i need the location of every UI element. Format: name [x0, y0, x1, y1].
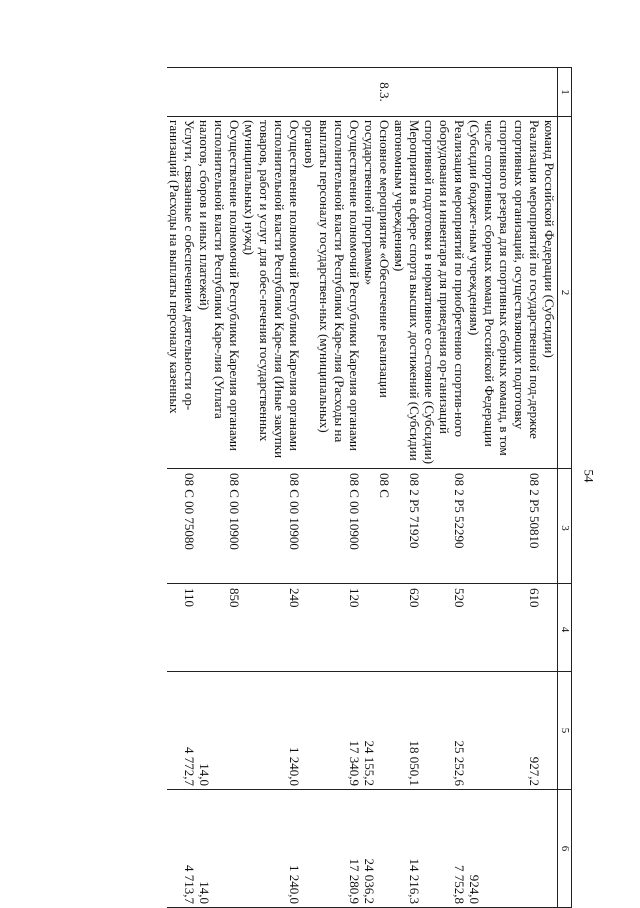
row-value-1: 18 050,1 [392, 672, 422, 790]
row-value-1: 25 252,6 [422, 672, 467, 790]
row-value-2 [542, 790, 558, 908]
table-row [302, 68, 362, 908]
row-section [197, 68, 242, 117]
row-section [392, 68, 422, 117]
row-name-text: команд Российской Федерации (Субсидии) [542, 120, 557, 358]
row-name [242, 117, 302, 469]
table-row [392, 68, 422, 908]
row-type: 620 [392, 584, 422, 672]
row-name [362, 117, 392, 469]
table-row [197, 68, 242, 908]
row-name [422, 117, 467, 469]
budget-table [167, 67, 572, 908]
row-value-1 [542, 672, 558, 790]
row-code: 08 С [362, 469, 392, 584]
row-name [302, 117, 362, 469]
row-name-text: Услуги, связанные с обеспечением деятельности ор-ганизаций (Расходы на выплаты персоналу казенных [167, 120, 197, 414]
row-name [197, 117, 242, 469]
row-value-2: 924,0 [467, 790, 542, 908]
page-number: 54 [581, 469, 597, 483]
row-type: 850 [197, 584, 242, 672]
row-name-text: Основное мероприятие «Обеспечение реализации государственной программы» [362, 120, 392, 398]
row-value-1: 24 155,2 [362, 672, 392, 790]
row-code: 08 С 00 75080 [167, 469, 197, 584]
row-section [467, 68, 542, 117]
row-name [167, 117, 197, 469]
row-code: 08 С 00 10900 [302, 469, 362, 584]
row-section [167, 68, 197, 117]
row-section [302, 68, 362, 117]
row-name-text: Реализация мероприятий по государственной под-держке спортивных организаций, осуществляющих подготовку спортивного резерва для спортивных сборных команд, в том числе спортивных сборных команд Российской Федерации (Субсидии бюджет-ным учреждениям) [467, 120, 542, 456]
row-section [542, 68, 558, 117]
row-type: 110 [167, 584, 197, 672]
row-code: 08 С 00 10900 [242, 469, 302, 584]
row-value-2: 1 240,0 [242, 790, 302, 908]
table-row [242, 68, 302, 908]
row-name [392, 117, 422, 469]
row-code [542, 469, 558, 584]
row-value-2: 24 036,2 [362, 790, 392, 908]
row-value-1: 17 340,9 [302, 672, 362, 790]
row-type [362, 584, 392, 672]
row-name-text: Осуществление полномочий Республики Карелия органами исполнительной власти Республики Каре-лия (Уплата налогов, сборов и иных платежей) [197, 120, 242, 451]
row-value-2: 14 216,3 [392, 790, 422, 908]
header-col-1: 1 [558, 68, 572, 117]
row-section [242, 68, 302, 117]
row-name-text: Реализация мероприятий по приобретению спортив-ного оборудования и инвентаря для приведения ор-ганизаций спортивной подготовки в нормативное со-стояние (Субсидии) [422, 120, 467, 465]
table-row [542, 68, 558, 908]
row-value-1: 1 240,0 [242, 672, 302, 790]
table-header-row [558, 68, 572, 908]
row-value-1: 927,2 [467, 672, 542, 790]
row-name-text: Осуществление полномочий Республики Карелия органами исполнительной власти Республики Каре-лия (Иные закупки товаров, работ и услуг для обес-печения государственных (муниципальных) нужд) [242, 120, 302, 459]
table-row [467, 68, 542, 908]
table-row [362, 68, 392, 908]
row-name [467, 117, 542, 469]
header-col-5: 5 [558, 672, 572, 790]
table-row [167, 68, 197, 908]
row-value-1: 4 772,7 [167, 672, 197, 790]
row-value-2: 4 713,7 [167, 790, 197, 908]
row-type [542, 584, 558, 672]
row-type: 120 [302, 584, 362, 672]
row-code: 08 С 00 10900 [197, 469, 242, 584]
row-code: 08 2 P5 52290 [422, 469, 467, 584]
row-value-2: 7 752,8 [422, 790, 467, 908]
row-code: 08 2 P5 71920 [392, 469, 422, 584]
table-row [422, 68, 467, 908]
row-code: 08 2 P5 50810 [467, 469, 542, 584]
header-col-4: 4 [558, 584, 572, 672]
header-col-3: 3 [558, 469, 572, 584]
row-type: 520 [422, 584, 467, 672]
row-name-text: Мероприятия в сфере спорта высших достижений (Субсидии автономным учреждениям) [392, 120, 422, 461]
row-name [542, 117, 558, 469]
row-value-2: 17 280,9 [302, 790, 362, 908]
row-name-text: Осуществление полномочий Республики Карелия органами исполнительной власти Республики Каре-лия (Расходы на выплаты персоналу государствен-ных (муниципальных) органов) [302, 120, 362, 451]
header-col-6: 6 [558, 790, 572, 908]
row-type: 240 [242, 584, 302, 672]
row-section [422, 68, 467, 117]
row-section: 8.3. [362, 68, 392, 117]
row-value-2: 14,0 [197, 790, 242, 908]
row-type: 610 [467, 584, 542, 672]
row-value-1: 14,0 [197, 672, 242, 790]
header-col-2: 2 [558, 117, 572, 469]
